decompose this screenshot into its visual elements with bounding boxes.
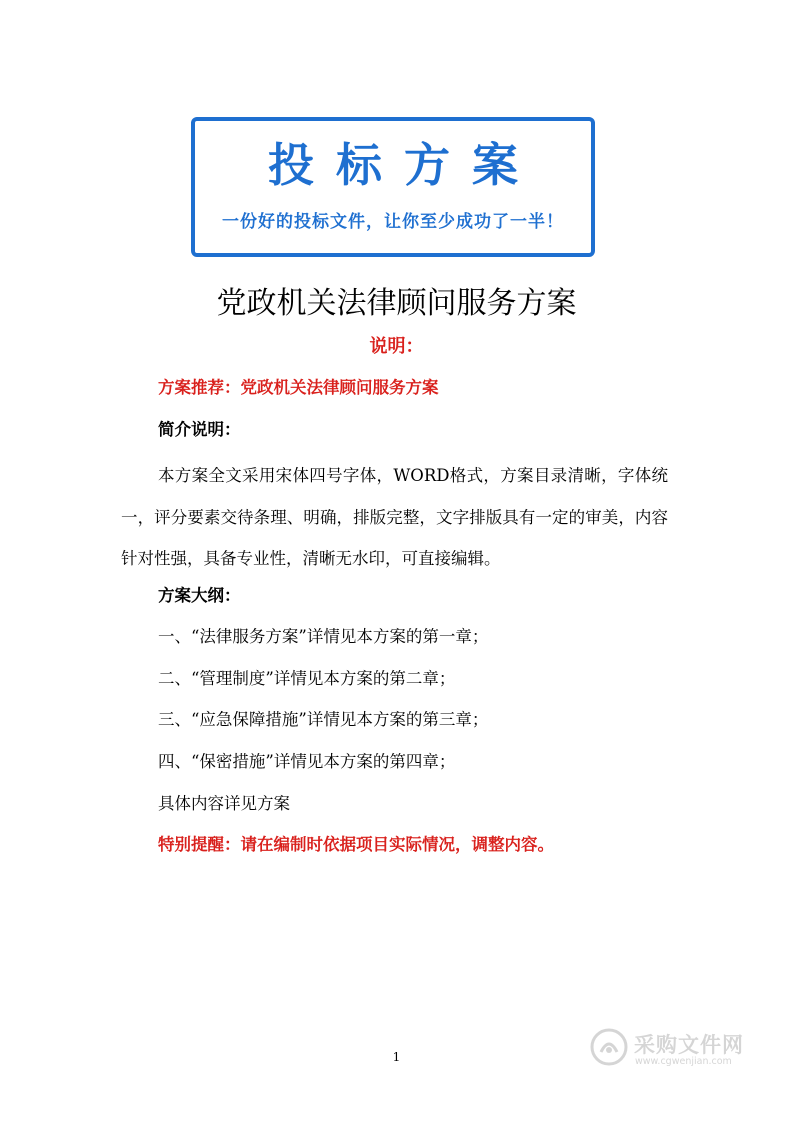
watermark-name: 采购文件网 xyxy=(634,1033,744,1057)
special-reminder: 特别提醒：请在编制时依据项目实际情况，调整内容。 xyxy=(158,835,554,854)
cover-banner xyxy=(191,117,595,257)
note-heading: 说明： xyxy=(369,336,424,357)
details-line: 具体内容详见方案 xyxy=(158,794,290,813)
intro-paragraph: 本方案全文采用宋体四号字体，WORD格式，方案目录清晰，字体统一，评分要素交待条理、明确，排版完整，文字排版具有一定的审美，内容针对性强，具备专业性，清晰无水印，可直接编辑。 xyxy=(121,466,668,568)
watermark-url: www.cgwenjian.com xyxy=(635,1056,732,1067)
watermark-logo-icon xyxy=(590,1028,628,1066)
outline-item-3: 三、“应急保障措施”详情见本方案的第三章； xyxy=(158,710,489,729)
banner-subtitle: 一份好的投标文件，让你至少成功了一半！ xyxy=(222,212,564,232)
banner-title: 投标方案 xyxy=(268,138,540,192)
watermark xyxy=(590,1025,750,1075)
document-title: 党政机关法律顾问服务方案 xyxy=(216,286,577,321)
recommend-line: 方案推荐：党政机关法律顾问服务方案 xyxy=(158,378,439,397)
outline-item-1: 一、“法律服务方案”详情见本方案的第一章； xyxy=(158,627,489,646)
page-number: 1 xyxy=(392,1050,401,1064)
outline-item-2: 二、“管理制度”详情见本方案的第二章； xyxy=(158,669,456,688)
outline-heading: 方案大纲： xyxy=(158,586,241,605)
intro-heading: 简介说明： xyxy=(158,420,241,439)
outline-item-4: 四、“保密措施”详情见本方案的第四章； xyxy=(158,752,456,771)
